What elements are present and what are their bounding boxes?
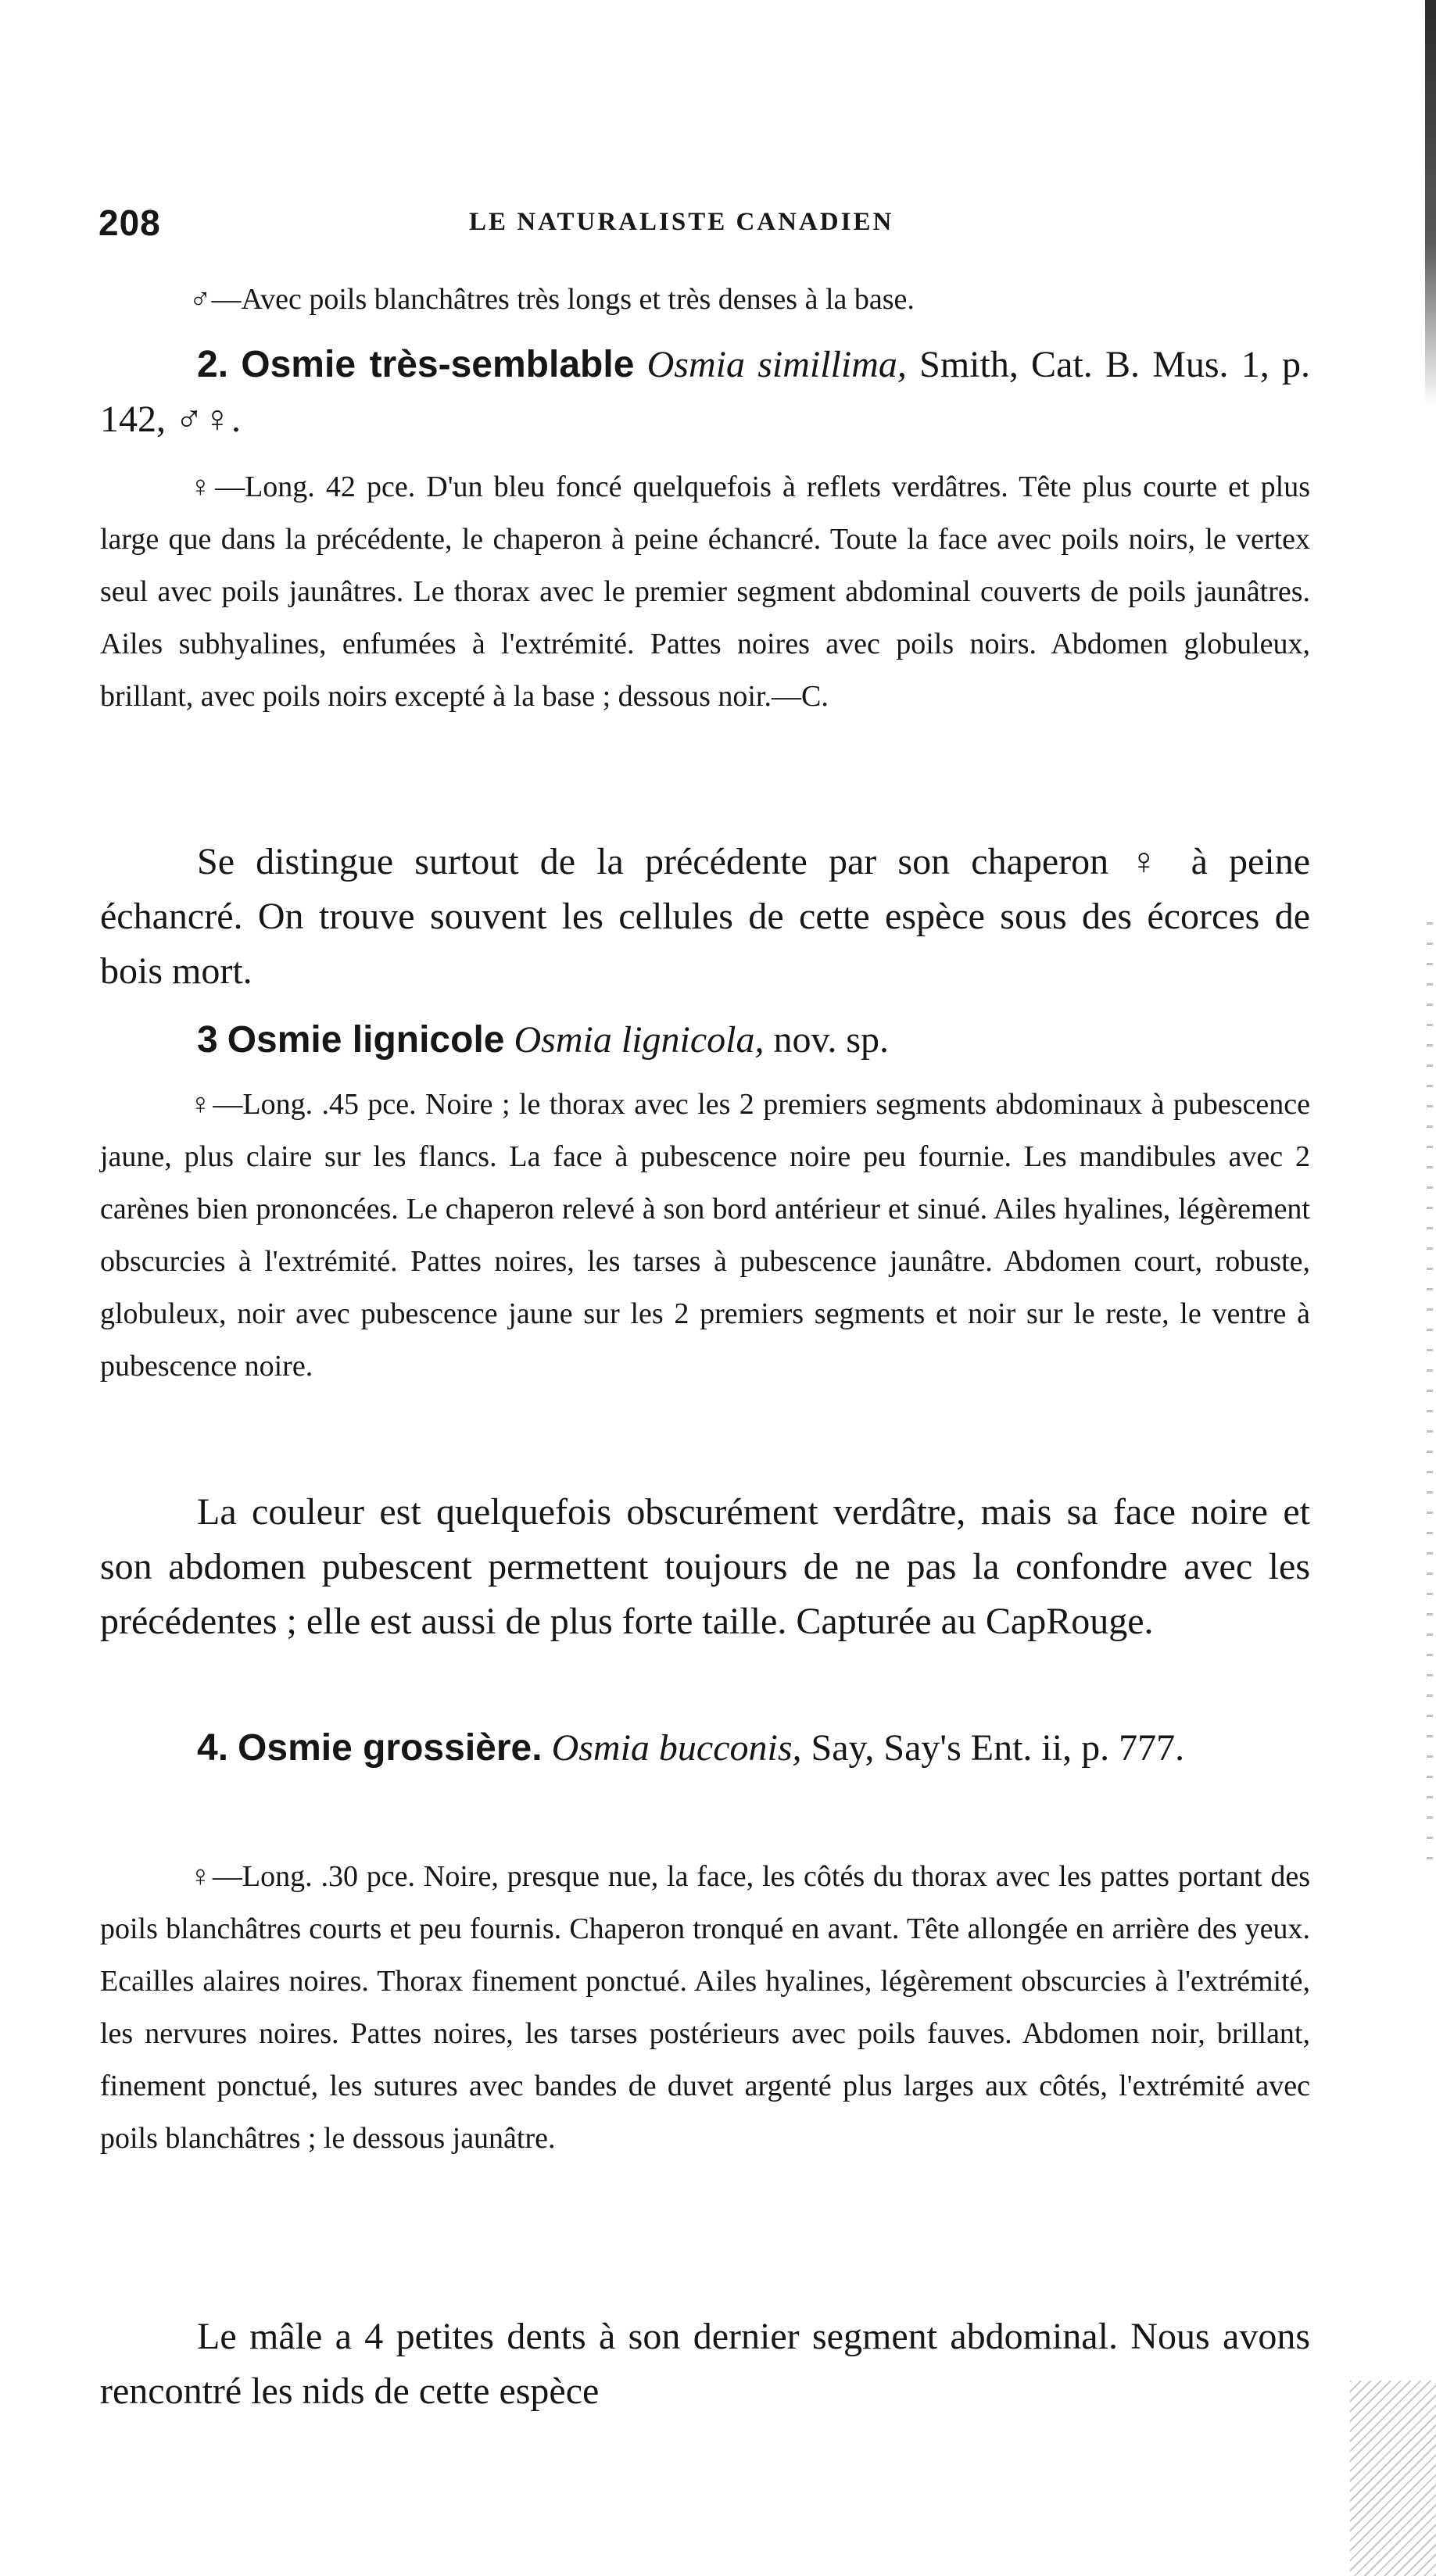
species-2-description: ♀—Long. 42 pce. D'un bleu foncé quelquefois à reflets verdâtres. Tête plus courte et plus large que dans la précédente, le chaperon à peine échancré. Toute la face avec poils noirs, le vertex seul avec poils jaunâtres. Le thorax avec le premier segment abdominal couverts de poils jaunâtres. Ailes subhyalines, enfumées à l'extrémité. Pattes noires avec poils noirs. Abdomen globuleux, brillant, avec poils noirs excepté à la base ; dessous noir.—C. xyxy=(100,470,1310,713)
page-edge-shadow xyxy=(1425,0,1436,406)
species-4-heading xyxy=(100,1721,1310,1776)
species-2-name: Osmie très-semblable xyxy=(241,344,635,385)
species-3-name: Osmie lignicole xyxy=(227,1019,505,1061)
species-4-description: ♀—Long. .30 pce. Noire, presque nue, la face, les côtés du thorax avec les pattes portant des poils blanchâtres courts et peu fournis. Chaperon tronqué en avant. Tête allongée en arrière des yeux. Ecailles alaires noires. Thorax finement ponctué. Ailes hyalines, légèrement obscurcies à l'extrémité, les nervures noires. Pattes noires, les tarses postérieurs avec poils fauves. Abdomen noir, brillant, finement ponctué, les sutures avec bandes de duvet argenté plus larges aux côtés, l'extrémité avec poils blanchâtres ; le dessous jaunâtre. xyxy=(100,1860,1310,2155)
male-note: ♂—Avec poils blanchâtres très longs et très denses à la base. xyxy=(189,283,915,316)
species-3-description: ♀—Long. .45 pce. Noire ; le thorax avec les 2 premiers segments abdominaux à pubescence jaune, plus claire sur les flancs. La face à pubescence noire peu fournie. Les mandibules avec 2 carènes bien prononcées. Le chaperon relevé à son bord antérieur et sinué. Ailes hyalines, légèrement obscurcies à l'extrémité. Pattes noires, les tarses à pubescence jaunâtre. Abdomen court, robuste, globuleux, noir avec pubescence jaune sur les 2 premiers segments et noir sur le reste, le ventre à pubescence noire. xyxy=(100,1088,1310,1383)
species-2-remark: Se distingue surtout de la précédente par son chaperon ♀ à peine échancré. On trouve souvent les cellules de cette espèce sous des écorces de bois mort. xyxy=(100,841,1310,992)
species-3-number: 3 xyxy=(197,1019,218,1061)
page-number: 208 xyxy=(98,202,161,243)
running-title: LE NATURALISTE CANADIEN xyxy=(469,208,894,236)
species-3-heading xyxy=(100,1013,1310,1068)
species-2-latin-name: Osmia simillima, xyxy=(646,344,907,385)
corner-wear xyxy=(1350,2381,1436,2576)
species-3-remark: La couleur est quelquefois obscurément verdâtre, mais sa face noire et son abdomen pubescent permettent toujours de ne pas la confondre avec les précédentes ; elle est aussi de plus forte taille. Capturée au CapRouge. xyxy=(100,1491,1310,1642)
species-2-reference: Smith, Cat. B. Mus. 1, p. 142, ♂♀. xyxy=(100,344,1311,440)
species-4-latin-name: Osmia bucconis, xyxy=(551,1727,802,1769)
species-4-reference: Say, Say's Ent. ii, p. 777. xyxy=(801,1727,1185,1769)
species-3-reference: nov. sp. xyxy=(764,1019,890,1061)
species-4-remark: Le mâle a 4 petites dents à son dernier segment abdominal. Nous avons rencontré les nids de cette espèce xyxy=(100,2316,1310,2412)
species-3-latin-name: Osmia lignicola, xyxy=(514,1019,765,1061)
page-edge-bleed xyxy=(1427,922,1433,1860)
page-header xyxy=(98,202,1318,249)
species-2-heading xyxy=(100,338,1310,447)
species-4-name: Osmie grossière. xyxy=(238,1727,543,1769)
species-4-number: 4. xyxy=(197,1727,229,1769)
species-2-number: 2. xyxy=(197,344,229,385)
